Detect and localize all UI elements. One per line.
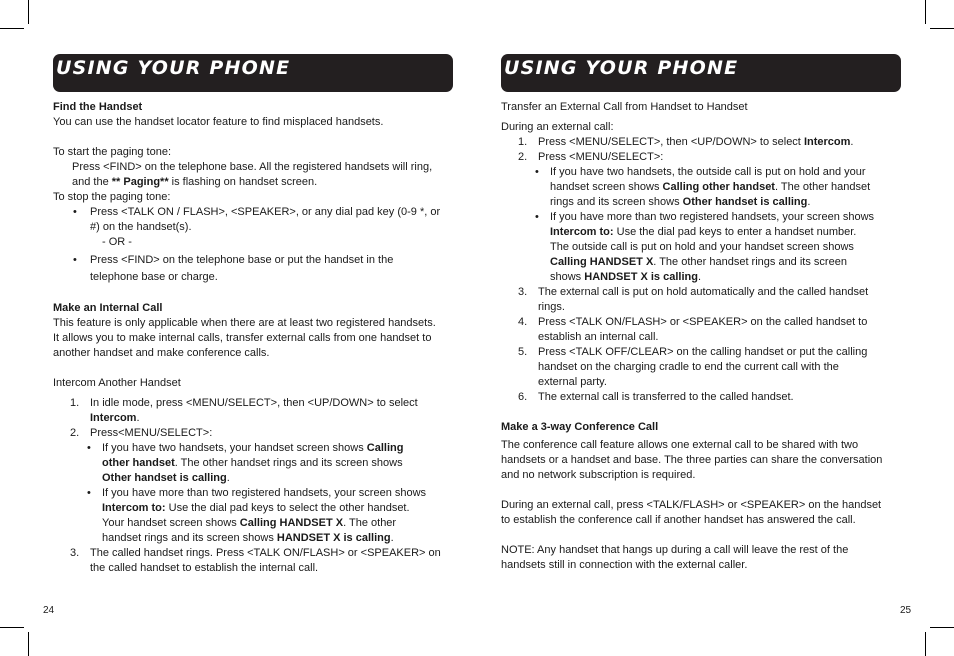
list-item: • If you have more than two registered handsets, your screen shows Intercom to: Use the dial pad keys to select the other handset. Your handset screen shows Calling HANDSET X. The other handset rings and its screen shows HANDSET X is calling. xyxy=(87,487,427,544)
crop-mark xyxy=(28,632,29,656)
list-item: 6. The external call is transferred to the called handset. xyxy=(518,391,794,403)
list-item: • Press <FIND> on the telephone base or put the handset in the telephone base or charge. xyxy=(73,254,394,283)
crop-mark xyxy=(925,0,926,24)
crop-mark xyxy=(28,0,29,24)
section-banner xyxy=(501,54,901,92)
list-item: • Press <TALK ON / FLASH>, <SPEAKER>, or any dial pad key (0-9 *, or #) on the handset(s). - OR - xyxy=(73,206,441,248)
internal-call-heading: Make an Internal Call xyxy=(53,302,163,314)
conference-paragraph: During an external call, press <TALK/FLASH> or <SPEAKER> on the handset to establish the conference call if another handset has answered the call. xyxy=(501,499,882,526)
transfer-subheading: Transfer an External Call from Handset to Handset xyxy=(501,101,748,113)
find-handset-intro: You can use the handset locator feature to find misplaced handsets. xyxy=(53,116,384,128)
page-number-right: 25 xyxy=(900,605,912,616)
crop-mark xyxy=(0,627,24,628)
list-item: 2. Press <MENU/SELECT>: • If you have two handsets, the outside call is put on hold and your handset screen shows Calling other handset. The other handset rings and its screen shows Other handset is calling. • If you have more than two registered handsets, your screen shows Intercom to: Use the dial pad keys to enter a handset number. The outside call is put on hold and your handset screen shows Calling HANDSET X. The other handset rings and its screen shows HANDSET X is calling. xyxy=(501,150,901,285)
stop-paging-list xyxy=(53,205,453,286)
list-item: • If you have two handsets, the outside call is put on hold and your handset screen shows Calling other handset. The other handset rings and its screen shows Other handset is calling. xyxy=(535,166,871,208)
list-item: 2. Press<MENU/SELECT>: • If you have two handsets, your handset screen shows Calling other handset. The other handset rings and its screen shows Other handset is calling. • If you have more than two registered handsets, your screen shows Intercom to: Use the dial pad keys to select the other handset. Your handset screen shows Calling HANDSET X. The other handset rings and its screen shows HANDSET X is calling. xyxy=(53,426,453,546)
find-handset-heading: Find the Handset xyxy=(53,101,143,113)
crop-mark xyxy=(930,627,954,628)
banner-title: USING YOUR PHONE xyxy=(56,57,291,79)
list-item: • If you have more than two registered handsets, your screen shows Intercom to: Use the dial pad keys to enter a handset number. The outside call is put on hold and your handset screen shows Calling HANDSET X. The other handset rings and its screen shows HANDSET X is calling. xyxy=(535,211,875,283)
right-page xyxy=(501,0,901,656)
conference-note: NOTE: Any handset that hangs up during a call will leave the rest of the handsets still in connection with the external caller. xyxy=(501,544,849,571)
list-item: • If you have two handsets, your handset screen shows Calling other handset. The other handset rings and its screen shows Other handset is calling. xyxy=(87,442,404,484)
conference-heading: Make a 3-way Conference Call xyxy=(501,421,659,433)
list-item: 1. In idle mode, press <MENU/SELECT>, then <UP/DOWN> to select Intercom. xyxy=(70,397,418,424)
list-item: 4. Press <TALK ON/FLASH> or <SPEAKER> on the called handset to establish an internal call. xyxy=(518,316,868,343)
crop-mark xyxy=(0,28,24,29)
list-item: 1. Press <MENU/SELECT>, then <UP/DOWN> to select Intercom. xyxy=(518,136,854,148)
left-page xyxy=(53,0,453,656)
stop-paging-label: To stop the paging tone: xyxy=(53,191,171,203)
banner-title: USING YOUR PHONE xyxy=(504,57,739,79)
intercom-steps xyxy=(53,396,453,576)
page-number-left: 24 xyxy=(43,605,55,616)
list-item: 5. Press <TALK OFF/CLEAR> on the calling handset or put the calling handset on the charging cradle to end the current call with the external party. xyxy=(518,346,868,388)
list-item: 3. The external call is put on hold automatically and the called handset rings. xyxy=(518,286,869,313)
crop-mark xyxy=(925,632,926,656)
start-paging-label: To start the paging tone: xyxy=(53,146,172,158)
conference-paragraph: The conference call feature allows one external call to be shared with two handsets or a handset and base. The three parties can share the conversation and no network subscription is required. xyxy=(501,439,883,481)
left-content xyxy=(53,100,453,576)
right-content xyxy=(501,100,901,573)
or-separator: - OR - xyxy=(102,236,132,248)
crop-mark xyxy=(930,28,954,29)
internal-call-desc: This feature is only applicable when there are at least two registered handsets. It allows you to make internal calls, transfer external calls from one handset to another handset and make conference calls. xyxy=(53,317,436,359)
during-call-label: During an external call: xyxy=(501,121,614,133)
list-item: 3. The called handset rings. Press <TALK ON/FLASH> or <SPEAKER> on the called handset to establish the internal call. xyxy=(70,547,441,574)
intercom-subheading: Intercom Another Handset xyxy=(53,377,181,389)
start-paging-text: Press <FIND> on the telephone base. All the registered handsets will ring, and the ** Paging** is flashing on handset screen. xyxy=(72,161,433,188)
section-banner xyxy=(53,54,453,92)
transfer-steps xyxy=(501,135,901,405)
